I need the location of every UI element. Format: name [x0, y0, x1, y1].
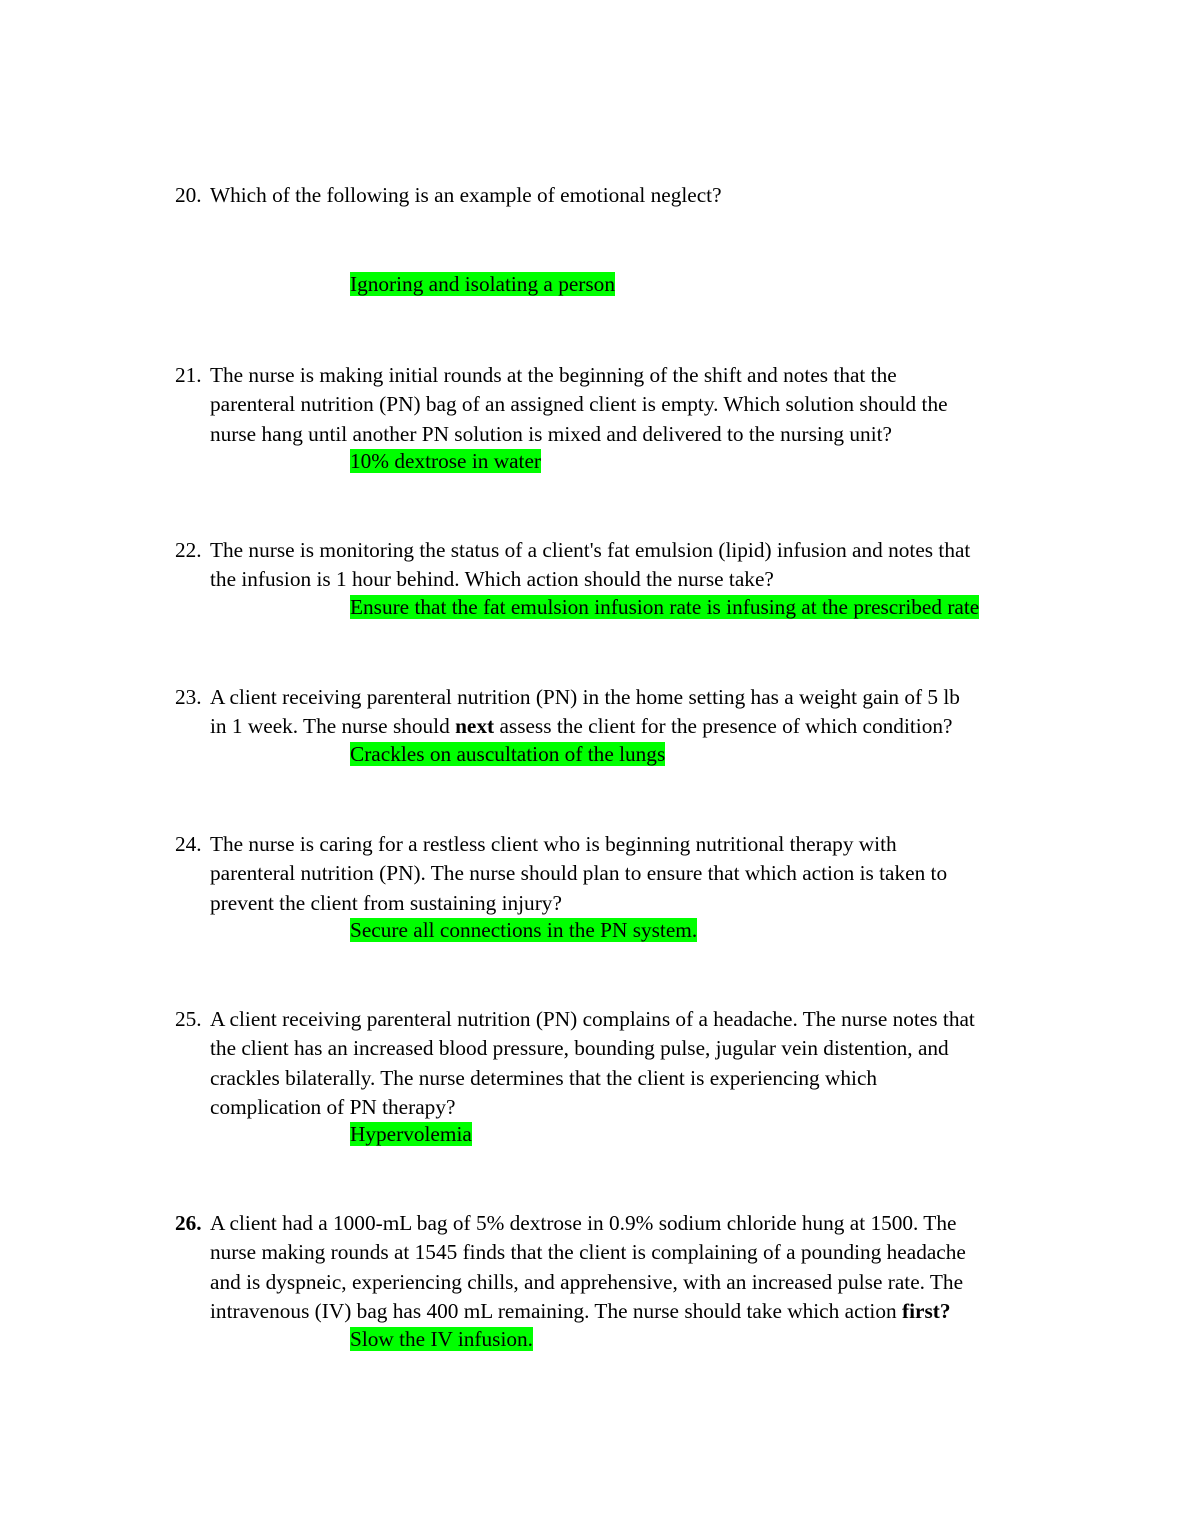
question-text	[210, 1209, 1055, 1326]
question-22	[175, 536, 1055, 595]
question-number: 20.	[175, 183, 202, 207]
answer-25	[350, 1121, 473, 1148]
question-26	[175, 1209, 1055, 1326]
question-number: 24.	[175, 832, 202, 856]
question-line: The nurse is making initial rounds at the beginning of the shift and notes that the	[210, 363, 897, 387]
question-line: A client had a 1000-mL bag of 5% dextrose in 0.9% sodium chloride hung at 1500. The	[210, 1211, 957, 1235]
question-25	[175, 1005, 1055, 1122]
answer-23	[350, 741, 666, 768]
question-line-part: intravenous (IV) bag has 400 mL remaining. The nurse should take which action	[210, 1298, 902, 1323]
question-line: the client has an increased blood pressure, bounding pulse, jugular vein distention, and	[210, 1036, 949, 1061]
question-number: 26.	[175, 1211, 202, 1235]
question-line	[210, 712, 1055, 741]
highlighted-answer: Secure all connections in the PN system.	[350, 918, 698, 942]
highlighted-answer: Hypervolemia	[350, 1122, 472, 1146]
answer-24	[350, 917, 698, 944]
question-line: complication of PN therapy?	[210, 1094, 456, 1119]
question-line: The nurse is caring for a restless client who is beginning nutritional therapy with	[210, 832, 897, 856]
emphasis-next: next	[455, 714, 495, 739]
question-line: The nurse is monitoring the status of a client's fat emulsion (lipid) infusion and notes that	[210, 538, 971, 562]
question-line: parenteral nutrition (PN) bag of an assigned client is empty. Which solution should the	[210, 392, 948, 417]
emphasis-first: first?	[901, 1298, 951, 1323]
question-number: 25.	[175, 1007, 202, 1031]
question-line: nurse hang until another PN solution is mixed and delivered to the nursing unit?	[210, 421, 892, 446]
question-line: parenteral nutrition (PN). The nurse should plan to ensure that which action is taken to	[210, 861, 948, 886]
highlighted-answer: 10% dextrose in water	[350, 449, 542, 473]
question-21	[175, 361, 1055, 449]
question-line: A client receiving parenteral nutrition (PN) complains of a headache. The nurse notes that	[210, 1007, 975, 1031]
question-23	[175, 683, 1055, 742]
question-20	[175, 181, 1055, 210]
answer-22	[350, 594, 980, 621]
question-line: the infusion is 1 hour behind. Which action should the nurse take?	[210, 567, 774, 592]
question-line: nurse making rounds at 1545 finds that the client is complaining of a pounding headache	[210, 1240, 966, 1265]
question-line: Which of the following is an example of emotional neglect?	[210, 183, 722, 207]
question-line	[210, 1297, 1055, 1326]
question-text	[210, 830, 1055, 918]
highlighted-answer: Ignoring and isolating a person	[350, 272, 615, 296]
question-text	[210, 536, 1055, 595]
question-line: and is dyspneic, experiencing chills, and apprehensive, with an increased pulse rate. The	[210, 1269, 964, 1294]
highlighted-answer: Slow the IV infusion.	[350, 1327, 533, 1351]
question-line: crackles bilaterally. The nurse determines that the client is experiencing which	[210, 1065, 878, 1090]
question-text	[210, 361, 1055, 449]
question-text	[210, 683, 1055, 742]
question-text	[210, 181, 1055, 210]
question-24	[175, 830, 1055, 918]
answer-26	[350, 1326, 534, 1353]
question-number: 21.	[175, 363, 202, 387]
question-line-part: assess the client for the presence of which condition?	[494, 714, 953, 739]
question-line-part: in 1 week. The nurse should	[210, 714, 456, 739]
answer-20	[350, 271, 616, 298]
question-number: 22.	[175, 538, 202, 562]
highlighted-answer: Ensure that the fat emulsion infusion rate is infusing at the prescribed rate	[350, 595, 980, 619]
question-text	[210, 1005, 1055, 1122]
question-number: 23.	[175, 685, 202, 709]
question-line: A client receiving parenteral nutrition (PN) in the home setting has a weight gain of 5 lb	[210, 685, 960, 709]
answer-21	[350, 448, 542, 475]
question-line: prevent the client from sustaining injury?	[210, 890, 562, 915]
highlighted-answer: Crackles on auscultation of the lungs	[350, 742, 666, 766]
